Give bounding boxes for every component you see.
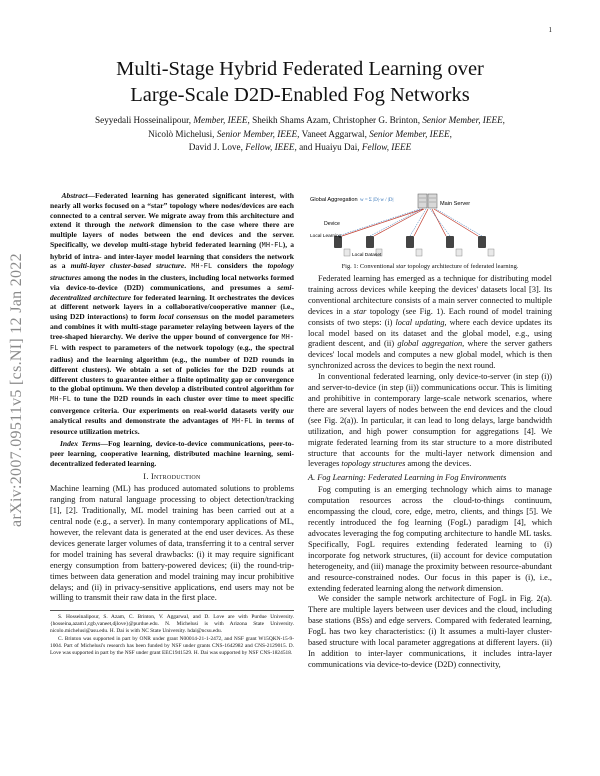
author-role: Fellow, IEEE, [245,142,297,152]
fig-arrows [342,209,478,236]
para-emph: star [353,306,367,316]
left-column [50,191,294,658]
fig-label-device: Device [324,221,340,227]
fig-label-local-learning: Local Learning [310,234,342,239]
footnote-affiliations: S. Hosseinalipour, S. Azam, C. Brinton, V. Aggarwal, and D. Love are with Purdue University. {hosseina,azam1,cgb,vaneet,djlove}@purdue.edu. N. Michelusi is with Arizona State University. nicolo.michelusi@asu.edu. H. Dai is with NC State University. hdai@ncsu.edu. [50,614,294,635]
para-text: dimension. [464,583,504,593]
title-line-2: Large-Scale D2D-Enabled Fog Networks [130,84,470,106]
paper-title [50,56,550,108]
para-text: Fog computing is an emerging technology which aims to manage computation resources across the cloud-to-things continuum, encompassing the cloud, core, edge, metro, clients, and things [5]. We recently introduced the fog learning (FogL) paradigm [4], which advocates leveraging the fog computing architecture to handle ML tasks. Specifically, FogL requires extending federated learning to (i) incorporate fog network structures, (ii) account for device computation heterogeneity, and (iii) manage the proximity between resource-abundant and resource-constrained nodes. Our focus in this paper is (i), i.e., extending federated learning along the [308,485,552,593]
para-emph: topology structures [341,459,406,469]
author-list [50,114,550,155]
abstract-acronym: MH-FL [191,263,213,272]
para-text: In conventional federated learning, only device-to-server (in step (i)) and server-to-device (in step (ii)) communications occur. This is limiting and prohibitive in contemporary large-scale network scenarios, where there are several layers of nodes between the end devices and the cloud (see Fig. 2(a)). In particular, it can lead to long delays, large bandwidth utilization, and high power consumption for aggregations [4]. We migrate federated learning from its star structure to a more distributed structure that accounts for the multi-layer network dimension and leverages [308,372,552,469]
fig-label-main-server: Main Server [440,201,471,207]
right-paragraph-1 [308,274,552,372]
title-line-1: Multi-Stage Hybrid Federated Learning over [116,58,484,80]
abstract-emph: multi-layer cluster-based structure [70,261,185,271]
arxiv-stamp-text: arXiv:2007.09511v5 [cs.NI] 12 Jan 2022 [8,253,26,527]
figure-1 [308,190,552,262]
abstract-emph: network [129,220,155,230]
abstract-acronym: MH-FL [261,241,283,250]
abstract-acronym: MH-FL [50,333,294,354]
subsection-heading-fog-learning: A. Fog Learning: Federated Learning in Fog Environments [308,473,507,483]
right-paragraph-4: We consider the sample network architecture of FogL in Fig. 2(a). There are multiple layers between user devices and the cloud, including base stations (BSs) and edge servers. Compared with federated learning, FogL has two key characteristics: (i) It assumes a multi-layer cluster-based structure with local parameter aggregations at different layers. (ii) In addition to inter-layer communications, it includes intra-layer communications via device-to-device (D2D) connectivity, [308,594,552,669]
right-paragraph-3 [308,485,552,594]
arxiv-stamp [6,210,28,570]
para-text: , where the server gathers devices' local models and computes a new global model, which is then synchronized across the devices to begin the next round. [308,339,552,371]
abstract-text: Federated learning has generated significant interest, with nearly all works focused on a “star” topology where nodes/devices are each connected to a central server. We migrate away from this architecture and extend it through the [50,191,294,230]
figure-1-caption [308,263,552,271]
abstract-emph: topology structures [50,261,294,282]
device-icons [334,236,486,248]
para-emph: global aggregation [397,339,463,349]
para-emph: local updating [395,317,445,327]
author-name: Sheikh Shams Azam, Christopher G. Brinton, [252,115,421,125]
author-name: Vaneet Aggarwal, [301,128,367,139]
section-heading-introduction: I. Introduction [143,472,201,482]
author-role: Senior Member, IEEE, [216,128,300,139]
author-role: Fellow, IEEE [361,142,412,152]
abstract-text: . [184,261,192,271]
para-text: among the devices. [405,459,472,469]
abstract-emph: local consensus [158,312,209,321]
abstract-emph: semi-decentralized architecture [50,282,294,302]
figure-1-diagram [308,190,552,262]
fig-label-global-aggregation: Global Aggregation [310,197,358,203]
abstract-text: with respect to parameters of the network topology (e.g., the spectral radius) and the learning algorithm (e.g., the number of D2D rounds in different clusters). We obtain a set of policies for the D2D rounds at different clusters to guarantee either a finite optimality gap or convergence to the global optimum. We then develop a distributed control algorithm for [50,343,294,394]
abstract-acronym: MH-FL [231,417,253,426]
author-name: David J. Love, [188,142,243,152]
abstract-text: ), a hybrid of intra- and inter-layer model learning that considers the network as a [50,239,294,271]
caption-text: Fig. 1: Conventional [341,263,396,270]
author-name: and Huaiyu Dai, [299,142,360,152]
server-icon [418,194,437,208]
index-terms [50,439,294,468]
abstract-text: dimension to the case where there are multiple layers of nodes between the end devices and the server. Specifically, we develop multi-stage hybrid federated learning ( [50,220,294,249]
index-terms-lead: Index Terms— [60,439,108,448]
intro-paragraph: Machine learning (ML) has produced automated solutions to problems ranging from natural language processing to object detection/tracking [1], [2]. Traditionally, ML model training has been carried out at a central node (e.g., a server). In many contemporary applications of ML, however, the relevant data is generated at the end user devices. As these devices generate larger volumes of data, transferring it to a central server for model training has several drawbacks: (i) it may require significant energy consumption from battery-powered devices; (ii) the round-trip-times between data generation and model training may incur prohibitive delays; and (ii) in privacy-sensitive applications, end users may not be willing to transmit their raw data in the first place. [50,484,294,603]
author-role: Member, IEEE, [193,115,250,125]
para-text: topology (see Fig. 1). Each round of model training consists of two steps: (i) [308,306,552,327]
caption-emph: star [395,263,406,270]
para-text: , where each device updates its local model based on its dataset and the global model, e.g., using gradient descent, and (ii) [308,317,552,349]
fig-formula: w = Σ |D|·w / |D| [360,198,394,203]
abstract-text: on the model parameters and combines it with multi-stage parameter relaying between layers of the tree-shaped hierarchy. We derive the upper bound of convergence for [50,312,294,341]
fig-label-local-dataset: Local Dataset [352,253,382,258]
abstract-text: among the nodes in the clusters, including local networks formed via device-to-device (D2D) communications, and presumes a [50,273,294,292]
right-paragraph-2 [308,372,552,470]
abstract-text: to tune the D2D rounds in each cluster over time to meet specific convergence criteria. Our experiments on real-world datasets verify our analytical results and demonstrate the advantages of [50,394,294,425]
footnote-funding: C. Brinton was supported in part by ONR under grant N00014-21-1-2472, and NSF grant W15QKN-15-9-1004. Part of Michelusi's research has been funded by NSF under grants CNS-1642982 and CNS-2129015. D. Love was supported in part by the NSF under grant EEC1941529. H. Dai was supported by NSF CNS-1824518. [50,636,294,657]
author-name: Seyyedali Hosseinalipour, [95,115,192,125]
abstract-acronym: MH-FL [50,396,72,404]
author-name: Nicolò Michelusi, [148,128,215,139]
para-text: Federated learning has emerged as a technique for distributing model training across devices while keeping the devices' datasets local [3]. Its conventional architecture consists of a main server connected to multiple devices in a [308,274,552,316]
caption-text: topology architecture of federated learning. [405,263,519,270]
para-emph: network [437,583,465,593]
abstract [50,191,294,437]
right-column [308,190,552,671]
index-terms-text: Fog learning, device-to-device communications, peer-to-peer learning, cooperative learning, distributed machine learning, semi-decentralized federated learning. [50,439,294,468]
abstract-lead: Abstract— [61,191,95,200]
author-role: Senior Member, IEEE, [422,115,505,125]
abstract-text: in terms of resource utilization metrics. [50,415,294,437]
author-role: Senior Member, IEEE, [369,128,452,139]
page-number: 1 [548,26,552,34]
footnotes [50,610,294,657]
abstract-text: for federated learning. It orchestrates the devices at different network layers in a collaborative/cooperative manner (i.e., using D2D interactions) to form [50,292,295,321]
abstract-text: considers the [212,261,268,271]
